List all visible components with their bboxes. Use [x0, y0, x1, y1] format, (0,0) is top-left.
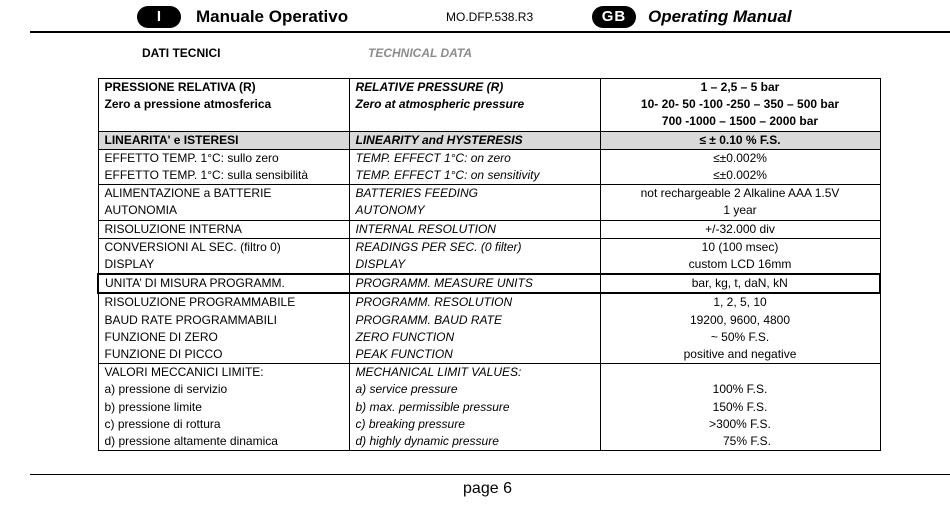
table-row — [98, 220, 880, 238]
value-cell — [600, 238, 880, 274]
english-cell — [349, 274, 600, 293]
cell-line: c) pressione di rottura — [104, 416, 221, 431]
cell-line — [607, 364, 874, 381]
cell-line: RELATIVE PRESSURE (R) — [355, 80, 504, 94]
cell-line: LINEARITA' e ISTERESI — [104, 132, 239, 147]
english-cell — [349, 293, 600, 363]
english-cell — [349, 79, 600, 132]
value-cell — [600, 220, 880, 238]
cell-line: PROGRAMM. BAUD RATE — [355, 312, 502, 327]
value-cell — [600, 274, 880, 293]
value-cell — [600, 185, 880, 220]
cell-line: BATTERIES FEEDING — [355, 186, 478, 201]
cell-line: >300% F.S. — [709, 416, 771, 431]
cell-line: a) pressione di servizio — [104, 382, 228, 397]
cell-line: a) service pressure — [355, 382, 458, 397]
cell-line: READINGS PER SEC. (0 filter) — [355, 239, 522, 254]
cell-line — [105, 113, 343, 130]
italian-cell — [98, 220, 349, 238]
italian-cell — [98, 185, 349, 220]
value-cell — [600, 149, 880, 184]
cell-line: PEAK FUNCTION — [355, 347, 453, 362]
section-title-italian: DATI TECNICI — [142, 46, 221, 60]
table-row — [98, 185, 880, 220]
cell-line: bar, kg, t, daN, kN — [691, 276, 788, 291]
table-row — [98, 364, 880, 451]
cell-line: 100% F.S. — [712, 382, 768, 397]
cell-line: UNITA’ DI MISURA PROGRAMM. — [105, 276, 285, 291]
english-cell — [349, 364, 600, 451]
cell-line: 10- 20- 50 -100 -250 – 350 – 500 bar — [640, 97, 840, 112]
italian-cell — [98, 238, 349, 274]
cell-line: +/-32.000 div — [705, 221, 775, 236]
english-cell — [349, 185, 600, 220]
cell-line: PROGRAMM. RESOLUTION — [355, 295, 513, 310]
cell-line: ALIMENTAZIONE a BATTERIE — [104, 186, 272, 201]
cell-line: b) max. permissible pressure — [355, 399, 510, 414]
header-divider — [30, 31, 950, 33]
value-cell — [600, 364, 880, 451]
cell-line: ≤ ± 0.10 % F.S. — [699, 132, 781, 147]
table-row — [98, 238, 880, 274]
italian-cell — [98, 79, 349, 132]
italian-cell — [98, 364, 349, 451]
cell-line: d) highly dynamic pressure — [355, 434, 499, 449]
cell-line: 1 – 2,5 – 5 bar — [700, 80, 780, 94]
cell-line: 150% F.S. — [712, 399, 768, 414]
cell-line: AUTONOMIA — [104, 203, 177, 218]
value-cell — [600, 79, 880, 132]
cell-line: PROGRAMM. MEASURE UNITS — [355, 276, 533, 291]
value-cell — [600, 131, 880, 149]
cell-line: TEMP. EFFECT 1°C: on sensitivity — [355, 168, 540, 183]
table-row — [98, 79, 880, 132]
table-row — [98, 293, 880, 363]
cell-line: VALORI MECCANICI LIMITE: — [104, 365, 264, 380]
cell-line: Zero at atmospheric pressure — [355, 97, 525, 112]
italian-cell — [98, 131, 349, 149]
cell-line: FUNZIONE DI ZERO — [104, 329, 218, 344]
cell-line: positive and negative — [683, 347, 797, 362]
italian-cell — [98, 274, 349, 293]
cell-line: EFFETTO TEMP. 1°C: sullo zero — [104, 150, 279, 165]
english-language-badge: GB — [592, 6, 636, 28]
cell-line: LINEARITY and HYSTERESIS — [355, 132, 523, 147]
cell-line: INTERNAL RESOLUTION — [355, 221, 496, 236]
english-cell — [349, 149, 600, 184]
cell-line: AUTONOMY — [355, 203, 425, 218]
english-cell — [349, 131, 600, 149]
cell-line: not rechargeable 2 Alkaline AAA 1.5V — [640, 186, 840, 201]
cell-line: TEMP. EFFECT 1°C: on zero — [355, 150, 511, 165]
header-title-english: Operating Manual — [648, 7, 792, 26]
cell-line: c) breaking pressure — [355, 416, 465, 431]
cell-line: custom LCD 16mm — [688, 257, 792, 272]
cell-line: CONVERSIONI AL SEC. (filtro 0) — [104, 239, 281, 254]
cell-line: ≤±0.002% — [713, 150, 767, 165]
table-row — [98, 274, 880, 293]
cell-line: 19200, 9600, 4800 — [689, 312, 791, 327]
page-header — [0, 0, 950, 34]
cell-line: 75% F.S. — [722, 434, 772, 449]
cell-line: PRESSIONE RELATIVA (R) — [104, 80, 256, 94]
cell-line: MECHANICAL LIMIT VALUES: — [355, 365, 522, 380]
cell-line: 700 -1000 – 1500 – 2000 bar — [661, 114, 819, 129]
italian-cell — [98, 149, 349, 184]
cell-line — [356, 113, 594, 130]
cell-line: RISOLUZIONE INTERNA — [104, 221, 242, 236]
cell-line: FUNZIONE DI PICCO — [104, 347, 223, 362]
cell-line: d) pressione altamente dinamica — [104, 434, 278, 449]
cell-line: ≤±0.002% — [713, 168, 767, 183]
cell-line: DISPLAY — [355, 257, 406, 272]
cell-line: ZERO FUNCTION — [355, 329, 455, 344]
cell-line: 1, 2, 5, 10 — [713, 295, 767, 310]
page-number: page 6 — [463, 480, 512, 497]
cell-line: ~ 50% F.S. — [710, 329, 770, 344]
italian-language-badge: I — [137, 6, 181, 28]
cell-line: 10 (100 msec) — [701, 239, 779, 254]
cell-line: RISOLUZIONE PROGRAMMABILE — [104, 295, 296, 310]
document-code: MO.DFP.538.R3 — [446, 10, 534, 24]
cell-line: Zero a pressione atmosferica — [104, 97, 272, 112]
technical-data-table — [97, 78, 881, 451]
italian-cell — [98, 293, 349, 363]
value-cell — [600, 293, 880, 363]
header-title-italian: Manuale Operativo — [196, 7, 349, 26]
cell-line: b) pressione limite — [104, 399, 202, 414]
english-cell — [349, 238, 600, 274]
table-row — [98, 131, 880, 149]
cell-line: BAUD RATE PROGRAMMABILI — [104, 312, 277, 327]
table-row — [98, 149, 880, 184]
footer-divider — [30, 474, 950, 475]
section-title-english: TECHNICAL DATA — [368, 46, 472, 60]
english-cell — [349, 220, 600, 238]
cell-line: EFFETTO TEMP. 1°C: sulla sensibilità — [104, 168, 309, 183]
cell-line: DISPLAY — [104, 257, 155, 272]
cell-line: 1 year — [723, 203, 757, 218]
